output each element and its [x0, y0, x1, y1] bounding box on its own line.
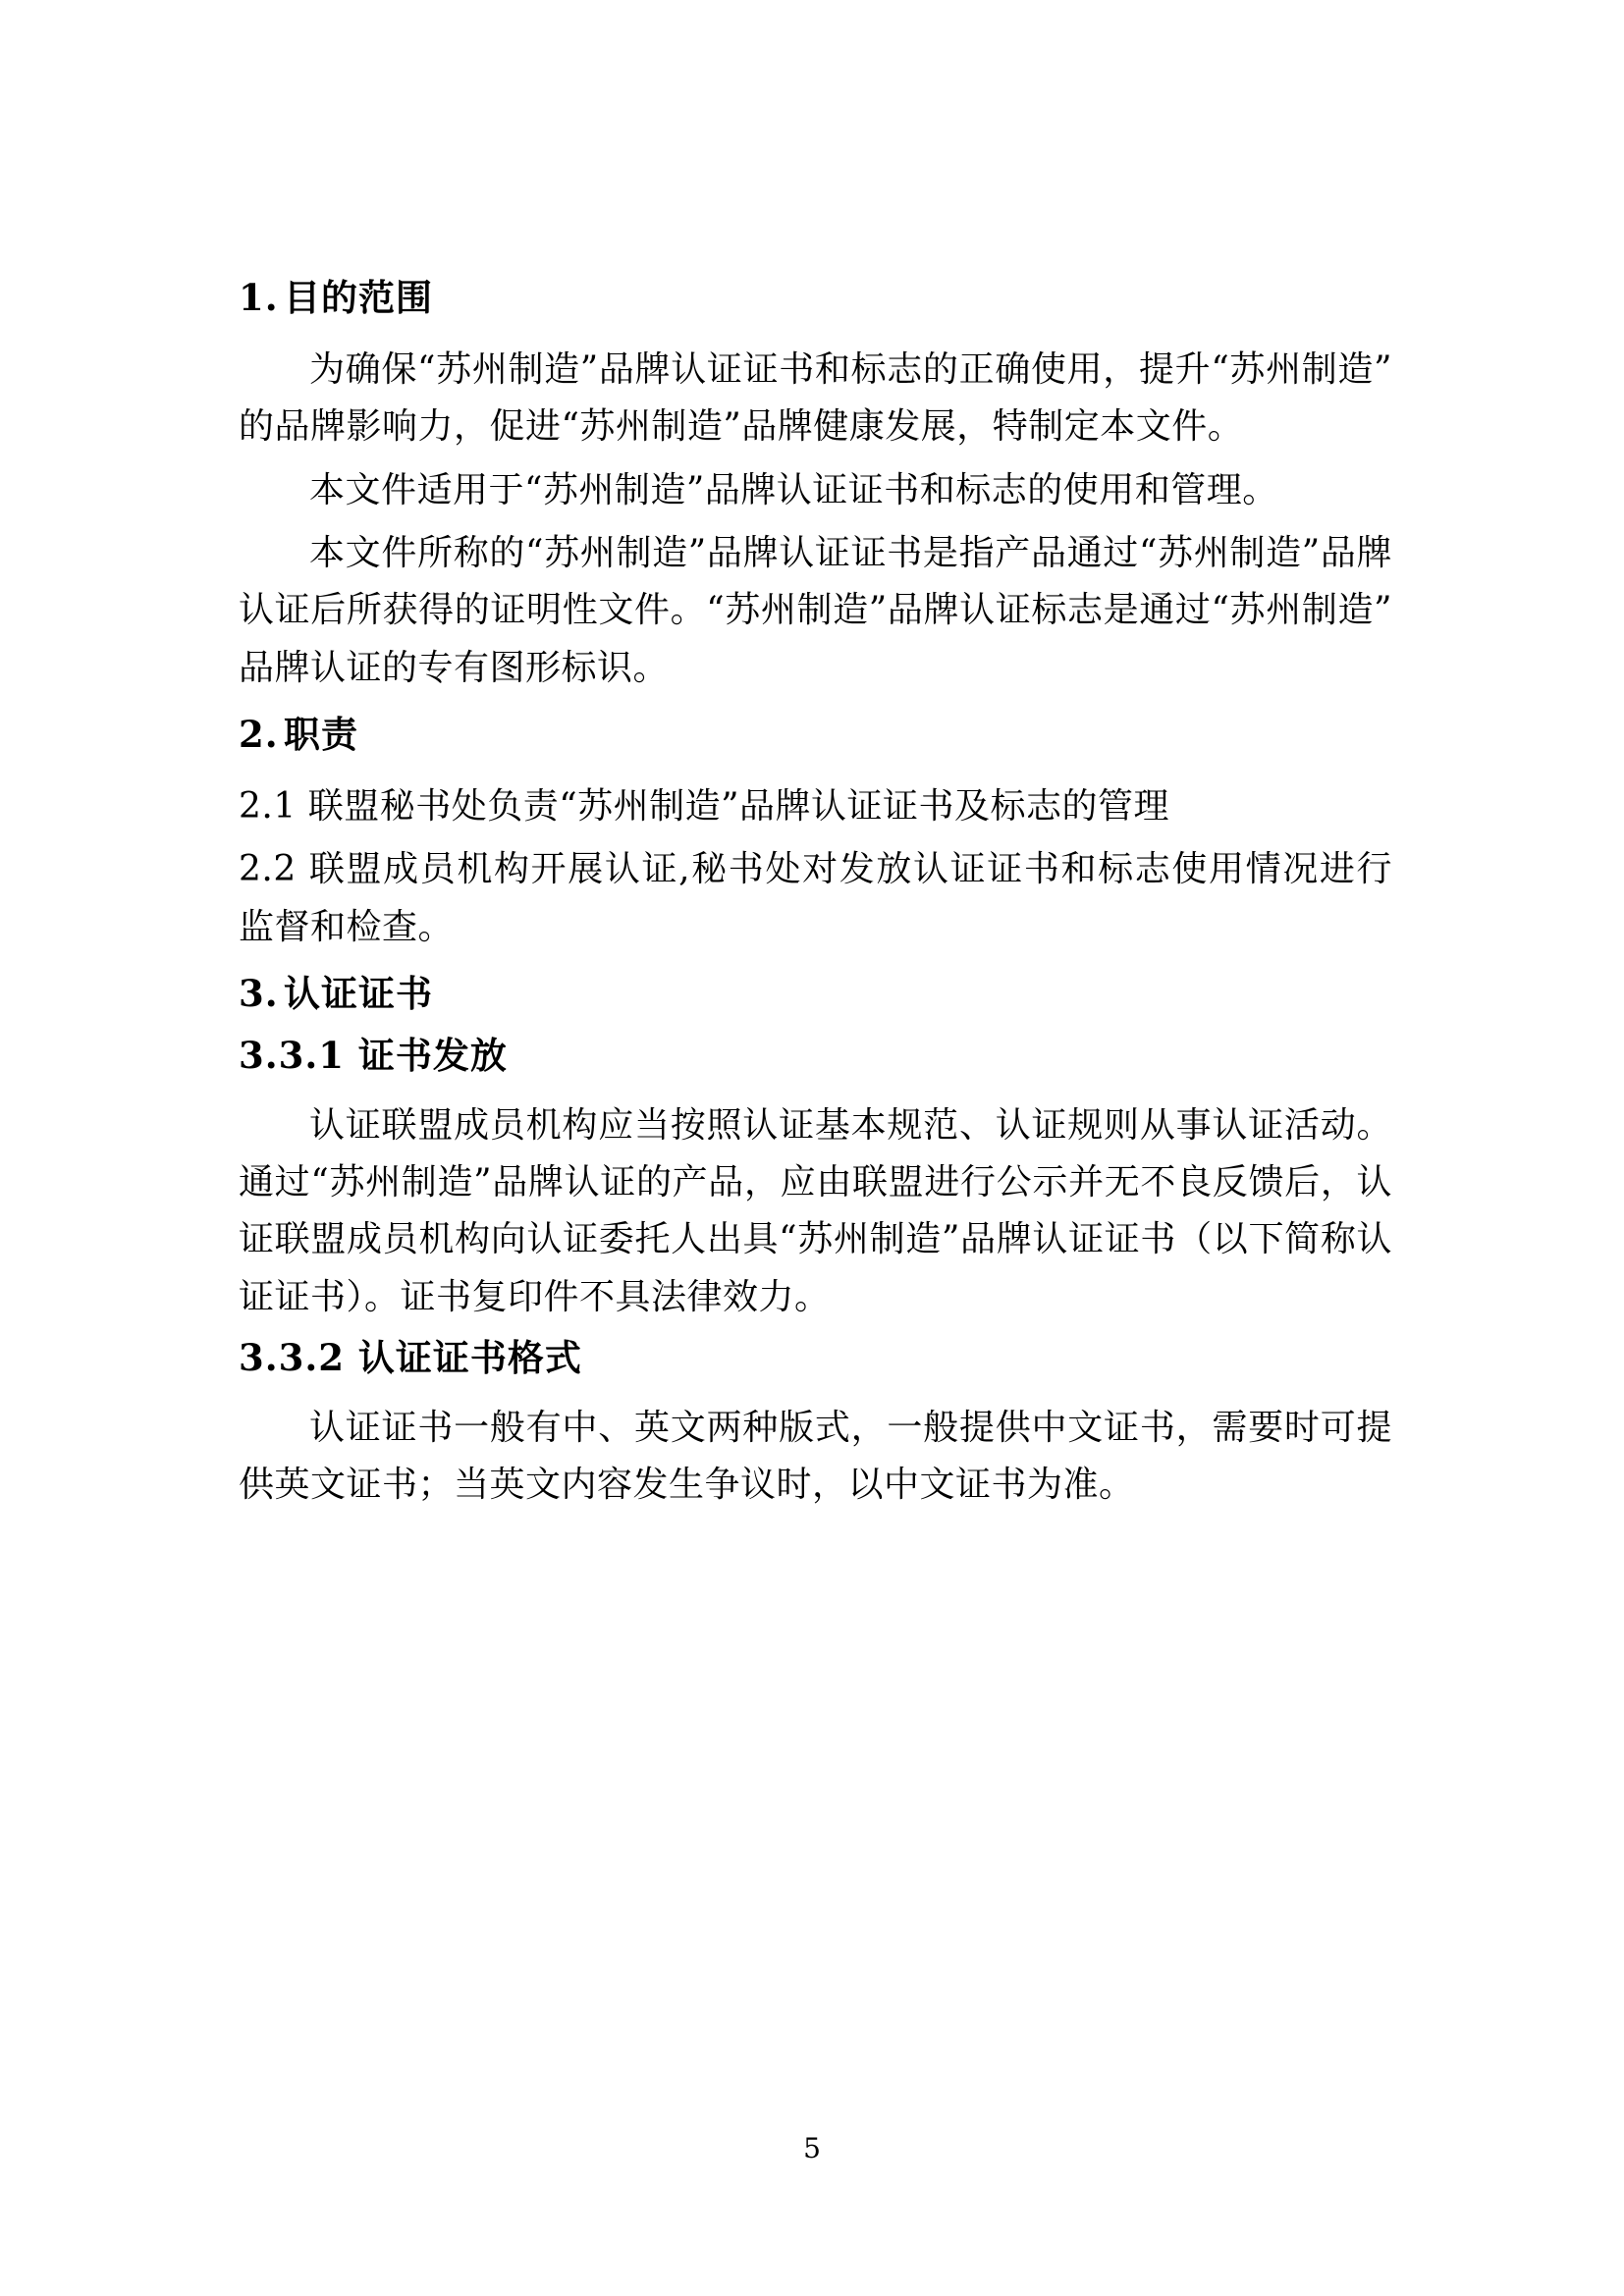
section-number-3: 3.	[239, 971, 279, 1015]
section-title-1: 目的范围	[284, 276, 433, 319]
section-number-1: 1.	[239, 276, 279, 319]
document-body	[239, 276, 1392, 1521]
page-number: 5	[803, 2132, 821, 2164]
paragraph-1-3: 本文件所称的“苏州制造”品牌认证证书是指产品通过“苏州制造”品牌认证后所获得的证明性文件。“苏州制造”品牌认证标志是通过“苏州制造”品牌认证的专有图形标识。	[239, 532, 1392, 688]
paragraph-2-2: 2.2 联盟成员机构开展认证,秘书处对发放认证证书和标志使用情况进行监督和检查。	[239, 849, 1392, 947]
subsection-heading-certificate-format: 3.3.2 认证证书格式	[239, 1336, 582, 1380]
section-title-3: 认证证书	[284, 971, 433, 1015]
section-heading-purpose-scope	[239, 276, 1392, 319]
spacer	[239, 703, 1392, 717]
paragraph-1-1: 为确保“苏州制造”品牌认证证书和标志的正确使用，提升“苏州制造”的品牌影响力，促进“苏州制造”品牌健康发展，特制定本文件。	[239, 349, 1392, 448]
paragraph-1-2: 本文件适用于“苏州制造”品牌认证证书和标志的使用和管理。	[309, 469, 1278, 510]
section-number-2: 2.	[239, 712, 279, 756]
section-heading-certificate	[239, 971, 1392, 1015]
paragraph-3-3-1-1: 认证联盟成员机构应当按照认证基本规范、认证规则从事认证活动。通过“苏州制造”品牌认证的产品，应由联盟进行公示并无不良反馈后，认证联盟成员机构向认证委托人出具“苏州制造”品牌认证证书（以下简称认证证书）。证书复印件不具法律效力。	[239, 1104, 1392, 1317]
section-title-2: 职责	[284, 712, 358, 756]
paragraph-2-1: 2.1 联盟秘书处负责“苏州制造”品牌认证证书及标志的管理	[239, 785, 1170, 827]
section-heading-responsibility	[239, 712, 1392, 756]
paragraph-3-3-2-1: 认证证书一般有中、英文两种版式，一般提供中文证书，需要时可提供英文证书；当英文内容发生争议时，以中文证书为准。	[239, 1408, 1392, 1506]
subsection-heading-certificate-issuance: 3.3.1 证书发放	[239, 1033, 508, 1077]
